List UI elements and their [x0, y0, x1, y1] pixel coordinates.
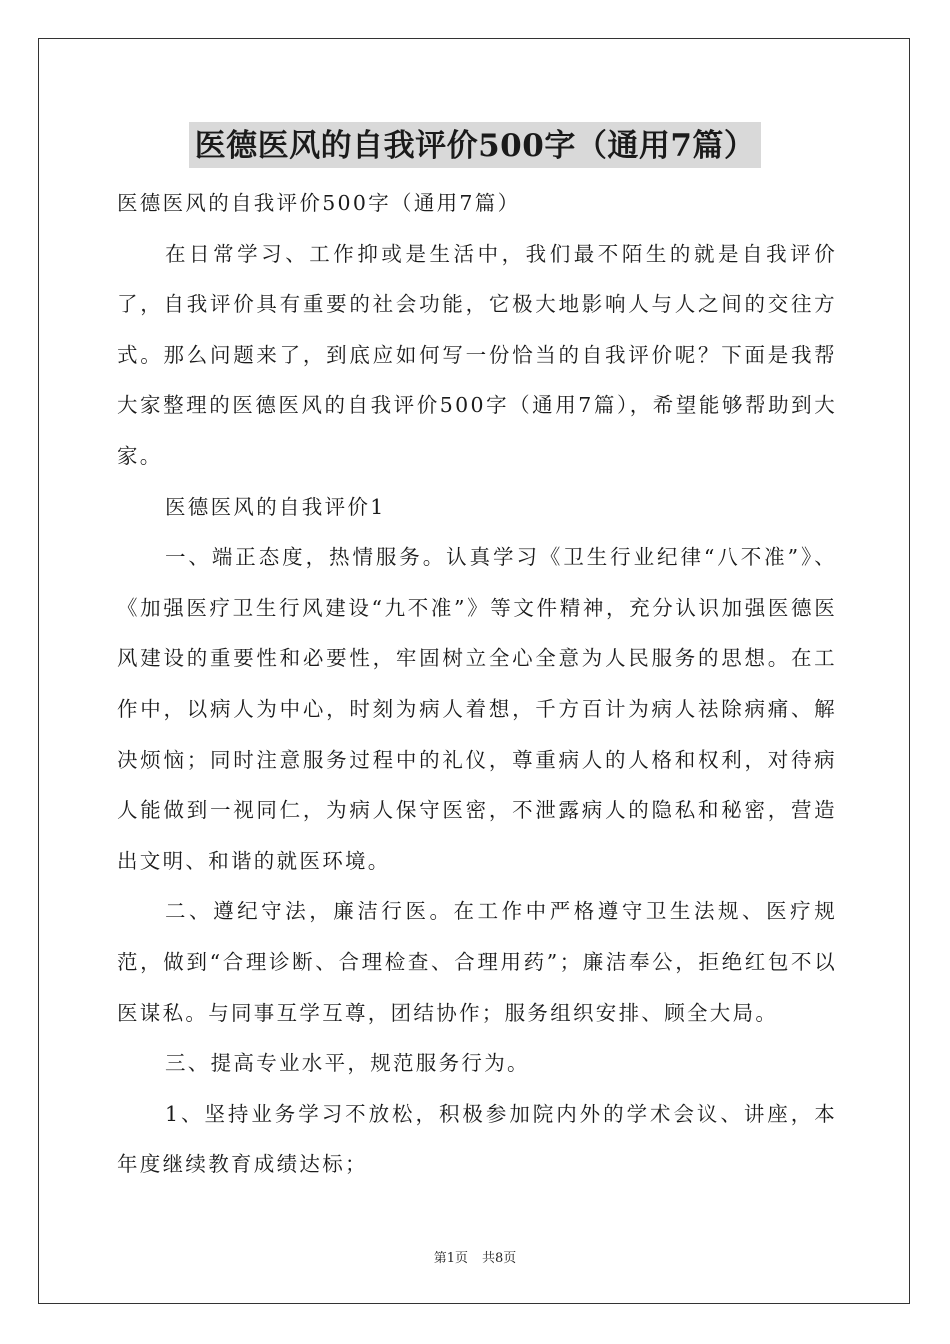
- paragraph-study: 1、坚持业务学习不放松，积极参加院内外的学术会议、讲座，本年度继续教育成绩达标；: [117, 1101, 837, 1177]
- section-heading: 医德医风的自我评价1: [165, 494, 386, 519]
- paragraph-professional: 三、提高专业水平，规范服务行为。: [165, 1051, 530, 1076]
- document-title: 医德医风的自我评价500字（通用7篇）: [189, 122, 762, 168]
- page-number-current: 第1页: [433, 1251, 468, 1266]
- document-body: [117, 178, 837, 1190]
- intro-paragraph: 在日常学习、工作抑或是生活中，我们最不陌生的就是自我评价了，自我评价具有重要的社会功能，它极大地影响人与人之间的交往方式。那么问题来了，到底应如何写一份恰当的自我评价呢？下面是我帮大家整理的医德医风的自我评价500字（通用7篇），希望能够帮助到大家。: [117, 241, 837, 468]
- page-footer: [0, 1247, 950, 1266]
- page-number-total: 共8页: [482, 1251, 517, 1266]
- paragraph-attitude: 一、端正态度，热情服务。认真学习《卫生行业纪律“八不准”》、《加强医疗卫生行风建设“九不准”》等文件精神，充分认识加强医德医风建设的重要性和必要性，牢固树立全心全意为人民服务的思想。在工作中，以病人为中心，时刻为病人着想，千方百计为病人祛除病痛、解决烦恼；同时注意服务过程中的礼仪，尊重病人的人格和权利，对待病人能做到一视同仁，为病人保守医密，不泄露病人的隐私和秘密，营造出文明、和谐的就医环境。: [117, 545, 837, 873]
- document-title-block: [0, 122, 950, 168]
- subtitle: 医德医风的自我评价500字（通用7篇）: [117, 191, 521, 215]
- paragraph-law: 二、遵纪守法，廉洁行医。在工作中严格遵守卫生法规、医疗规范，做到“合理诊断、合理检查、合理用药”；廉洁奉公，拒绝红包不以医谋私。与同事互学互尊，团结协作；服务组织安排、顾全大局。: [117, 899, 837, 1025]
